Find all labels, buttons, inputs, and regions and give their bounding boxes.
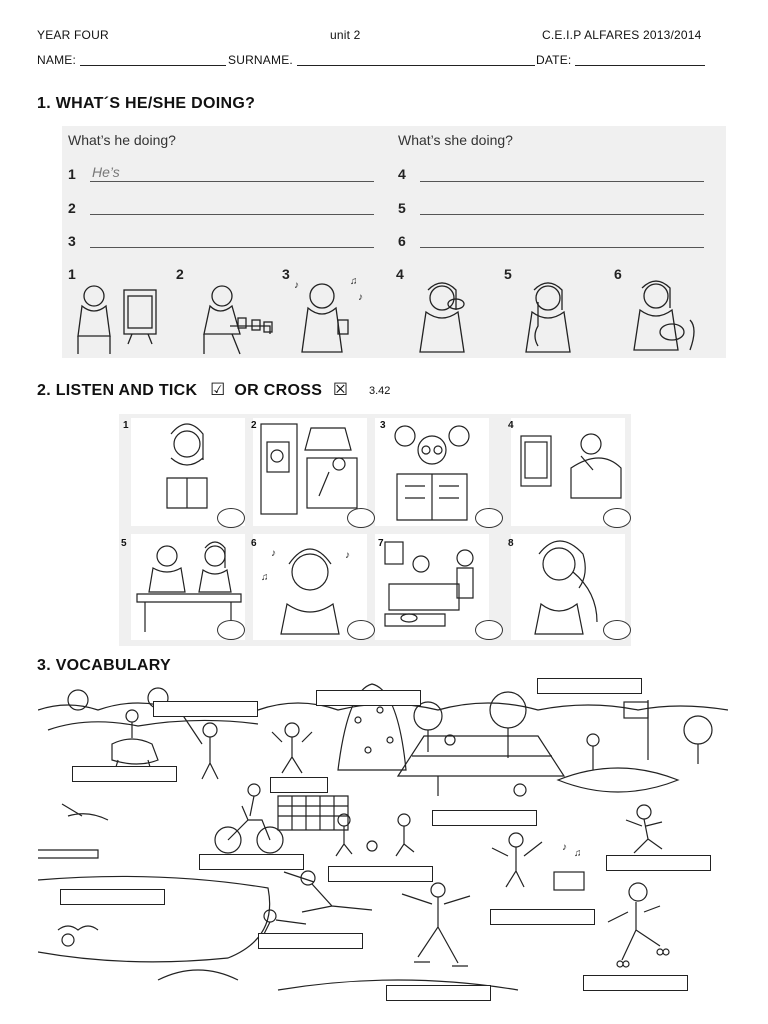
picture-number: 7: [378, 538, 384, 549]
track-number: 3.42: [369, 385, 391, 397]
answer-line-2[interactable]: [90, 214, 374, 215]
roller-skating-figure: [608, 883, 669, 967]
ice-skating-figure: [402, 883, 470, 966]
vocabulary-answer-box[interactable]: [606, 855, 711, 871]
boy-watching-tv-illustration: [78, 286, 156, 354]
picture-number: 2: [176, 266, 184, 282]
vocabulary-answer-box[interactable]: [386, 985, 491, 1001]
picture-number: 5: [504, 266, 512, 282]
question-number: 5: [398, 200, 406, 216]
question-number: 4: [398, 166, 406, 182]
vocabulary-answer-box[interactable]: [72, 766, 177, 782]
cross-box-icon: ☒: [332, 380, 349, 399]
basketball-court: [558, 700, 678, 792]
girl-on-phone-illustration: [526, 283, 570, 352]
svg-text:♪: ♪: [345, 550, 350, 561]
picture-number: 8: [508, 538, 514, 549]
date-label: DATE:: [536, 53, 572, 67]
football-goal: [278, 796, 414, 856]
listen-picture-3: [375, 418, 489, 526]
answer-oval-2[interactable]: [347, 508, 375, 528]
question-number: 1: [68, 166, 76, 182]
she-heading: What’s she doing?: [398, 132, 513, 148]
picture-number: 4: [396, 266, 404, 282]
vocabulary-answer-box[interactable]: [490, 909, 595, 925]
svg-text:♫: ♫: [574, 848, 582, 859]
picture-number: 6: [614, 266, 622, 282]
picture-number: 3: [282, 266, 290, 282]
picture-number: 4: [508, 420, 514, 431]
jumping-figure: [272, 723, 312, 773]
vocabulary-answer-box[interactable]: [328, 866, 433, 882]
unit-label: unit 2: [330, 28, 361, 42]
tennis-court: [398, 735, 564, 796]
girl-eating-illustration: [420, 283, 464, 352]
activity-illustrations: [62, 276, 726, 358]
listen-picture-2: [253, 418, 367, 526]
golf-figure: [182, 714, 218, 779]
date-line[interactable]: [575, 65, 705, 66]
picture-number: 1: [123, 420, 129, 431]
he-heading: What’s he doing?: [68, 132, 176, 148]
section2-panel: [119, 414, 631, 646]
section3-title: 3. VOCABULARY: [37, 657, 171, 674]
surname-label: SURNAME.: [228, 53, 293, 67]
section2-title: 2. LISTEN AND TICK ☑ OR CROSS ☒: [37, 380, 349, 399]
section1-title: 1. WHAT´S HE/SHE DOING?: [37, 95, 256, 112]
question-number: 2: [68, 200, 76, 216]
picture-number: 2: [251, 420, 257, 431]
vocabulary-answer-box[interactable]: [153, 701, 258, 717]
vocabulary-answer-box[interactable]: [537, 678, 642, 694]
example-answer: He’s: [92, 164, 120, 180]
question-number: 3: [68, 233, 76, 249]
surname-line[interactable]: [297, 65, 535, 66]
answer-oval-3[interactable]: [475, 508, 503, 528]
answer-oval-6[interactable]: [347, 620, 375, 640]
park-scene-illustration: [38, 680, 728, 1010]
svg-text:♪: ♪: [271, 548, 276, 559]
swimming-pool: [38, 804, 270, 962]
section1-panel: [62, 126, 726, 358]
year-label: YEAR FOUR: [37, 28, 109, 42]
horse-riding-figure: [112, 710, 158, 774]
svg-text:♪: ♪: [562, 842, 567, 853]
answer-line-1[interactable]: [90, 181, 374, 182]
dancing-figure: [492, 833, 584, 890]
answer-oval-5[interactable]: [217, 620, 245, 640]
school-label: C.E.I.P ALFARES 2013/2014: [542, 28, 702, 42]
vocabulary-answer-box[interactable]: [60, 889, 165, 905]
picture-number: 6: [251, 538, 257, 549]
cycling-figure: [215, 784, 283, 853]
answer-oval-7[interactable]: [475, 620, 503, 640]
vocabulary-answer-box[interactable]: [583, 975, 688, 991]
answer-oval-8[interactable]: [603, 620, 631, 640]
answer-oval-1[interactable]: [217, 508, 245, 528]
svg-text:♫: ♫: [350, 276, 358, 287]
vocabulary-answer-box[interactable]: [258, 933, 363, 949]
picture-number: 1: [68, 266, 76, 282]
boy-listening-music-illustration: [294, 276, 363, 352]
answer-line-3[interactable]: [90, 247, 374, 248]
boy-setting-table-illustration: [204, 286, 272, 354]
vocabulary-answer-box[interactable]: [199, 854, 304, 870]
answer-line-6[interactable]: [420, 247, 704, 248]
name-label: NAME:: [37, 53, 77, 67]
name-line[interactable]: [80, 65, 226, 66]
vocabulary-answer-box[interactable]: [270, 777, 328, 793]
svg-text:♫: ♫: [261, 572, 269, 583]
picture-number: 3: [380, 420, 386, 431]
picture-number: 5: [121, 538, 127, 549]
tick-box-icon: ☑: [210, 380, 226, 399]
answer-oval-4[interactable]: [603, 508, 631, 528]
answer-line-5[interactable]: [420, 214, 704, 215]
question-number: 6: [398, 233, 406, 249]
girl-washing-illustration: [634, 281, 694, 350]
vocabulary-answer-box[interactable]: [316, 690, 421, 706]
svg-text:♪: ♪: [358, 292, 363, 303]
answer-line-4[interactable]: [420, 181, 704, 182]
listen-picture-7: [375, 534, 489, 640]
vocabulary-answer-box[interactable]: [432, 810, 537, 826]
svg-text:♪: ♪: [294, 280, 299, 291]
running-figure: [626, 805, 662, 853]
